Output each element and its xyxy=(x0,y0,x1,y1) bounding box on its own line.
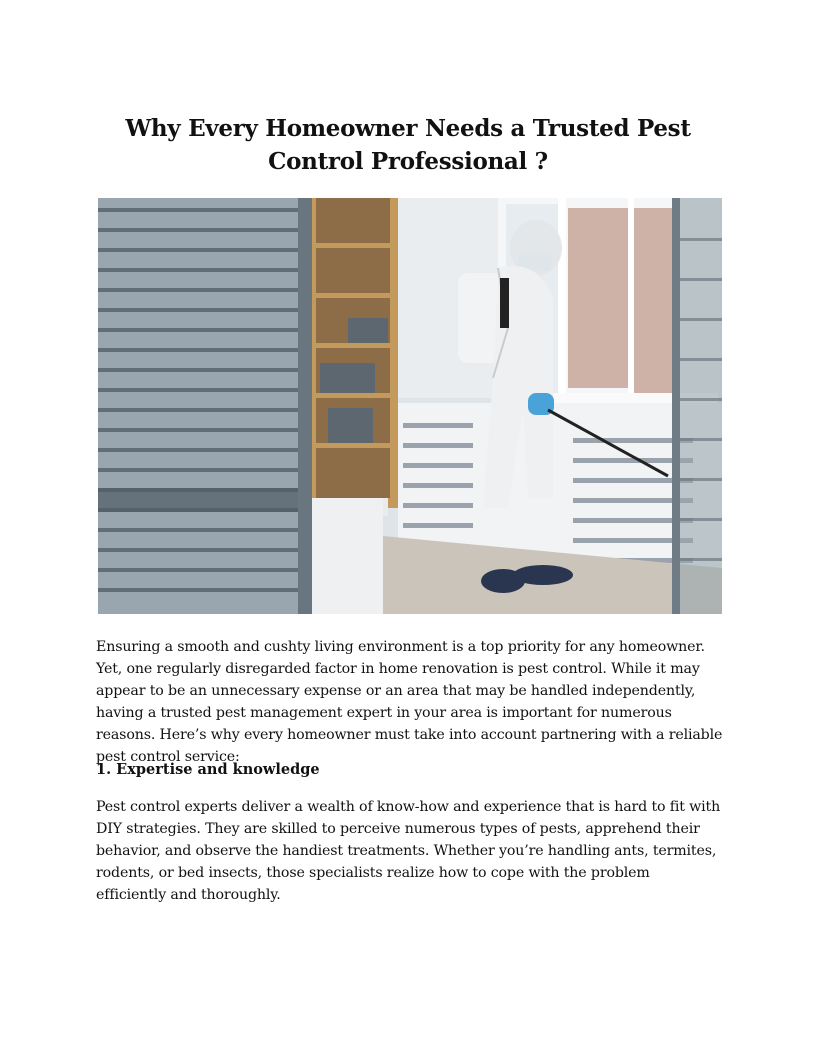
pest-control-photo xyxy=(98,198,722,614)
intro-paragraph: Ensuring a smooth and cushty living environment is a top priority for any homeowner. Yet, one regularly disregarded factor in home renovation is pest control. While it may appear to be an unnecessary expense or an area that may be handled independently, having a trusted pest management expert in your area is important for numerous reasons. Here’s why every homeowner must take into account partnering with a reliable pest control service: xyxy=(96,639,723,765)
section-heading-expertise: 1. Expertise and knowledge xyxy=(96,761,320,778)
page-title: Why Every Homeowner Needs a Trusted Pest Control Professional ? xyxy=(125,115,691,175)
section-paragraph-expertise: Pest control experts deliver a wealth of know-how and experience that is hard to fit with DIY strategies. They are skilled to perceive numerous types of pests, apprehend their behavior, and observe the handiest treatments. Whether you’re handling ants, termites, rodents, or bed insects, those specialists realize how to cope with the problem efficiently and thoroughly. xyxy=(96,799,721,903)
